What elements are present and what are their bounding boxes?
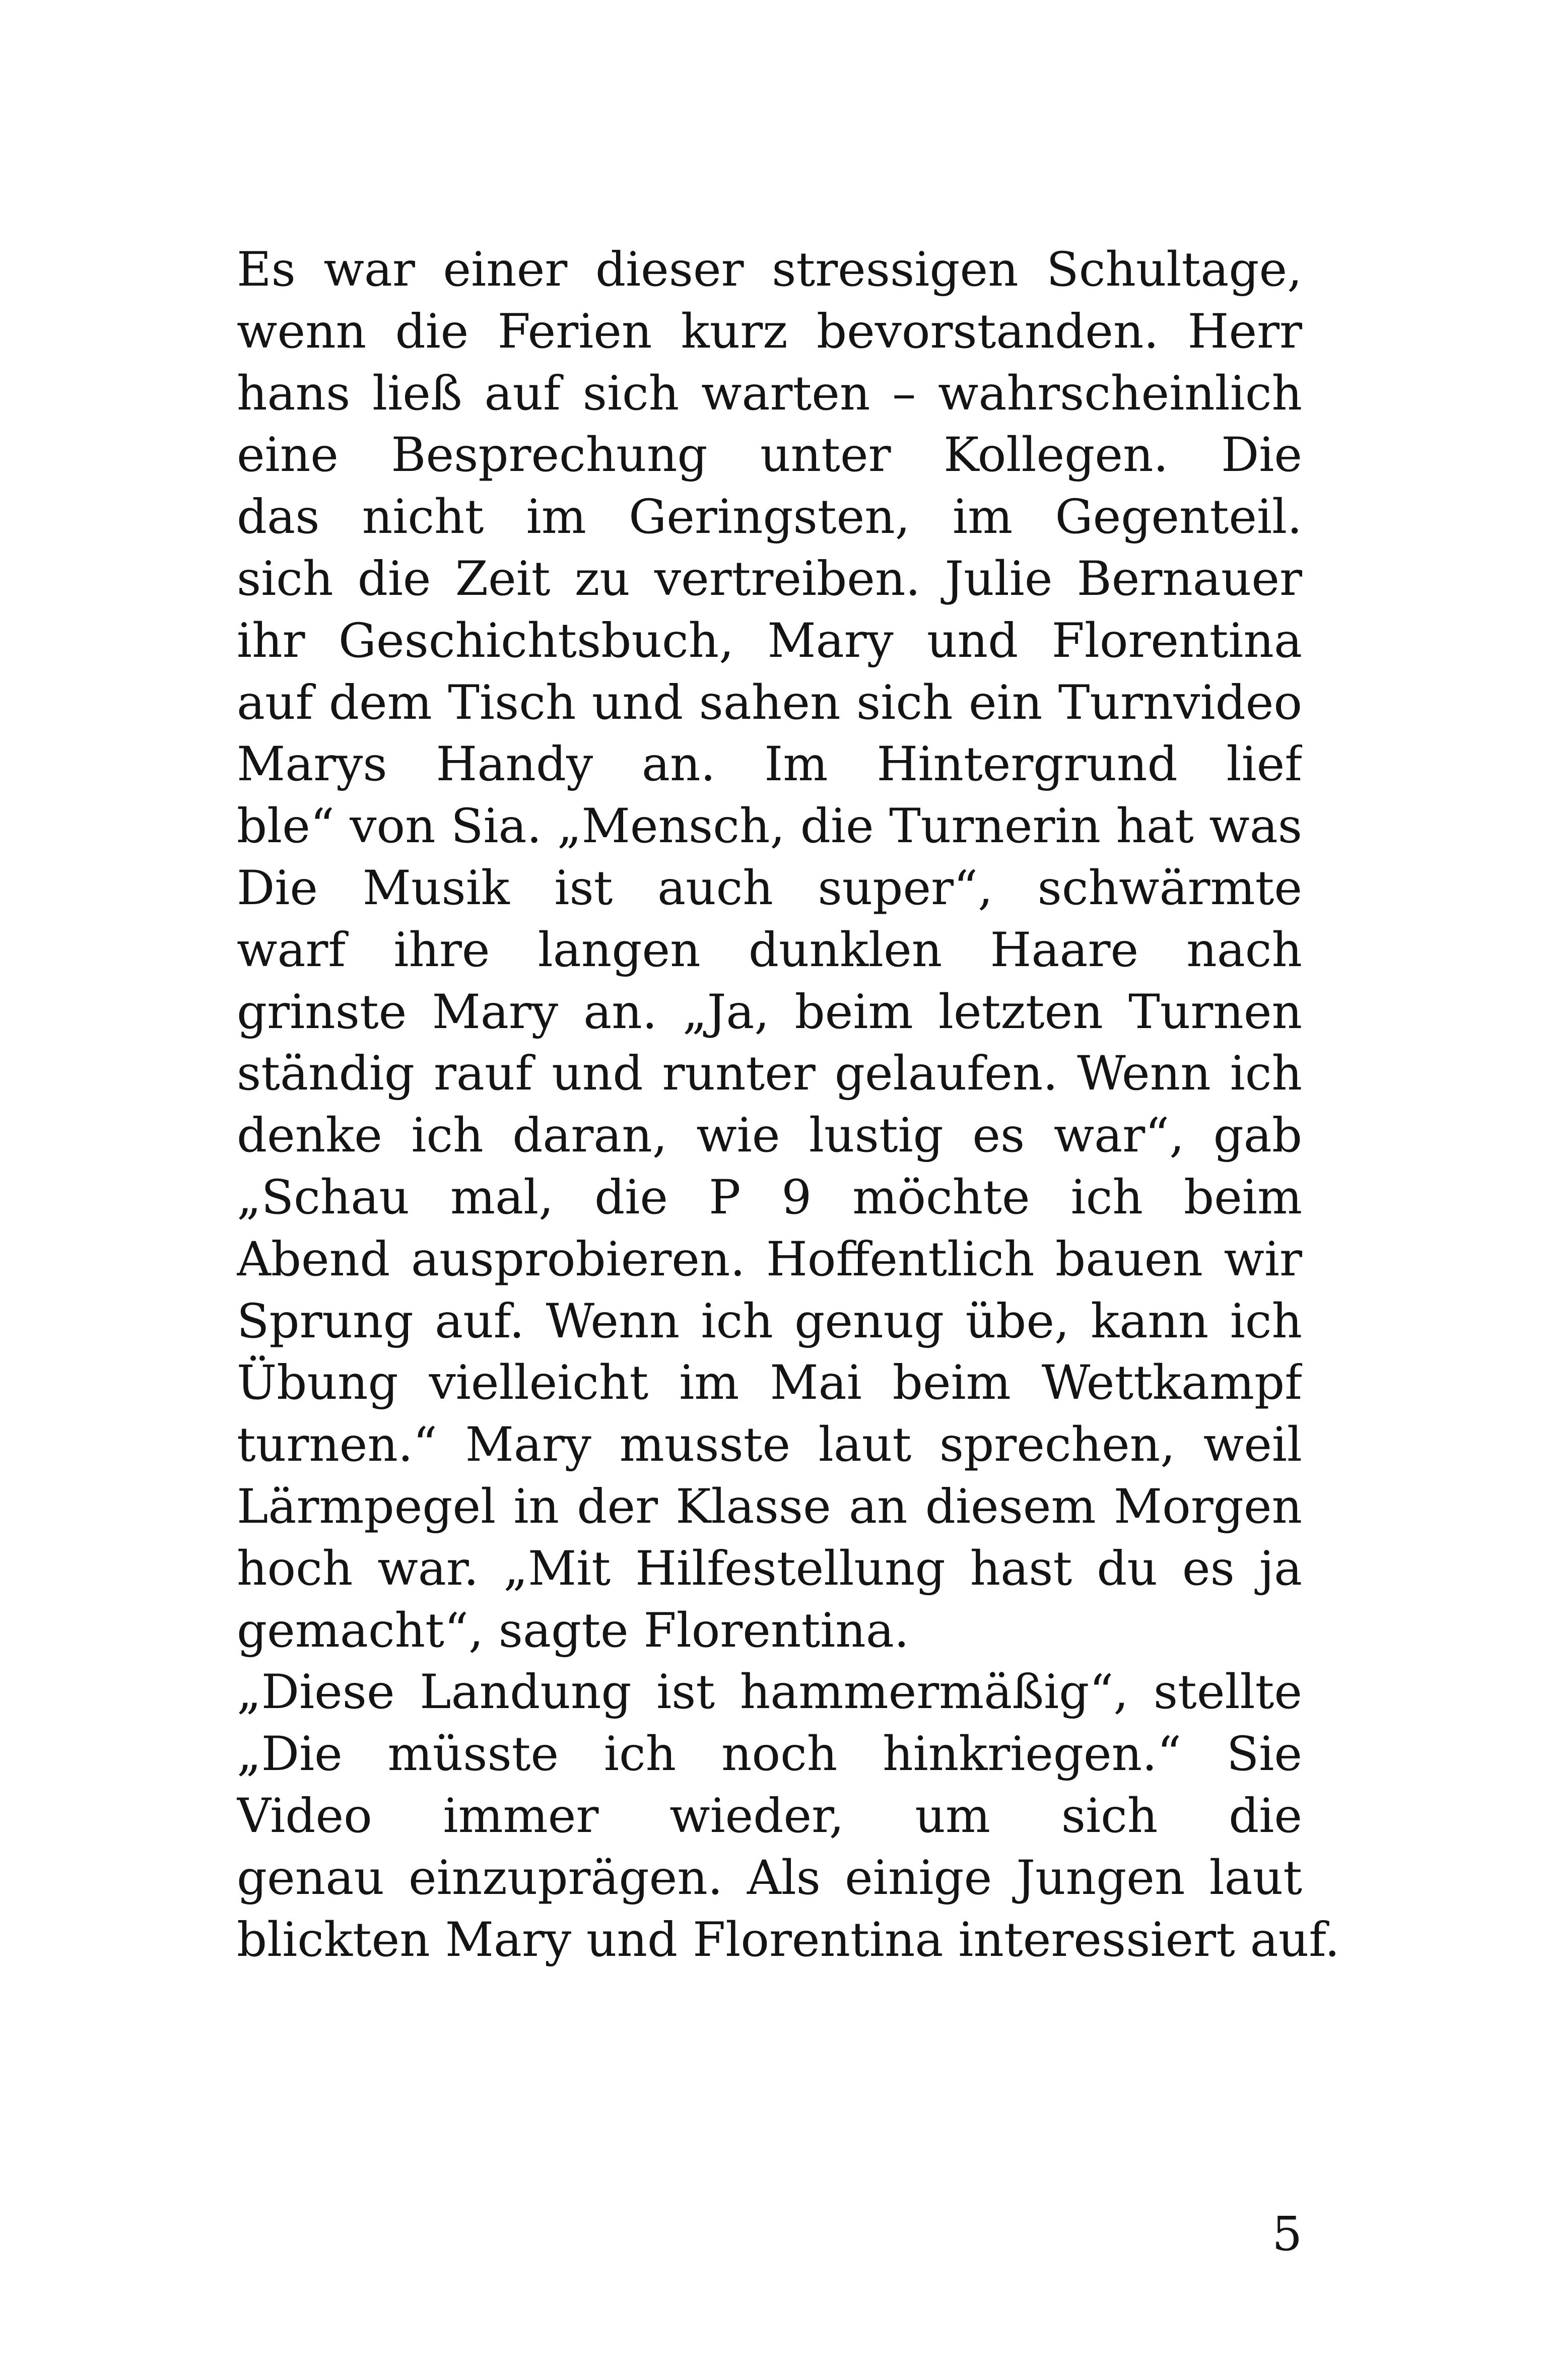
text-line: Die Musik ist auch super“, schwärmte (237, 860, 1302, 916)
text-line: genau einzuprägen. Als einige Jungen laut (237, 1850, 1302, 1906)
text-line: ble“ von Sia. „Mensch, die Turnerin hat was (237, 799, 1302, 854)
text-line: eine Besprechung unter Kollegen. Die (237, 428, 1302, 483)
text-line: auf dem Tisch und sahen sich ein Turnvideo (237, 675, 1302, 730)
text-line: Abend ausprobieren. Hoffentlich bauen wir (237, 1232, 1302, 1287)
text-line: ihr Geschichtsbuch, Mary und Florentina (237, 613, 1302, 668)
text-line: „Diese Landung ist hammermäßig“, stellte (237, 1665, 1302, 1720)
text-line: hans ließ auf sich warten – wahrscheinlich (237, 366, 1302, 421)
text-line: ständig rauf und runter gelaufen. Wenn ich (237, 1046, 1302, 1102)
body-text (237, 239, 1340, 1971)
text-line: grinste Mary an. „Ja, beim letzten Turnen (237, 984, 1302, 1040)
text-line: Lärmpegel in der Klasse an diesem Morgen (237, 1479, 1302, 1534)
text-line: „Die müsste ich noch hinkriegen.“ Sie (237, 1727, 1302, 1782)
text-line: hoch war. „Mit Hilfestellung hast du es ja (237, 1541, 1302, 1596)
text-line: Es war einer dieser stressigen Schultage, (237, 242, 1302, 297)
text-line: Übung vielleicht im Mai beim Wettkampf (237, 1355, 1302, 1411)
text-line: Marys Handy an. Im Hintergrund lief (237, 737, 1302, 792)
text-line: Video immer wieder, um sich die (237, 1788, 1302, 1844)
text-line: wenn die Ferien kurz bevorstanden. Herr (237, 304, 1302, 359)
text-line: sich die Zeit zu vertreiben. Julie Bernauer (237, 551, 1302, 606)
text-line: das nicht im Geringsten, im Gegenteil. (237, 490, 1302, 545)
page-number: 5 (1272, 2207, 1302, 2262)
text-line: „Schau mal, die P 9 möchte ich beim (237, 1170, 1302, 1225)
text-line: Sprung auf. Wenn ich genug übe, kann ich (237, 1294, 1302, 1349)
text-line: gemacht“, sagte Florentina. (237, 1603, 909, 1658)
text-line: warf ihre langen dunklen Haare nach (237, 922, 1302, 978)
text-line: denke ich daran, wie lustig es war“, gab (237, 1108, 1302, 1164)
text-line: turnen.“ Mary musste laut sprechen, weil (237, 1417, 1302, 1473)
text-line: blickten Mary und Florentina interessiert auf. (237, 1912, 1340, 1967)
